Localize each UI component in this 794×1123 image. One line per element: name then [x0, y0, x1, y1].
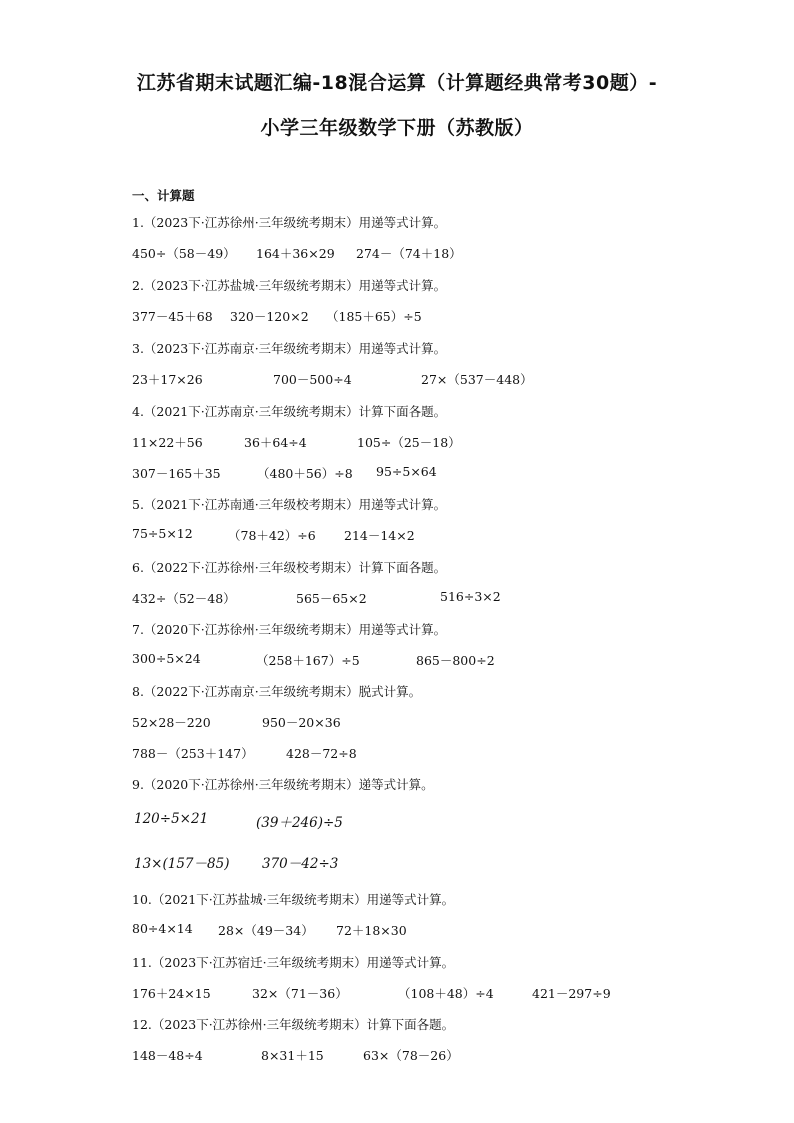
question-5-prompt: 5.（2021下·江苏南通·三年级校考期末）用递等式计算。: [132, 497, 447, 512]
expression: 148－48÷4: [132, 1048, 203, 1063]
question-1-prompt: 1.（2023下·江苏徐州·三年级统考期末）用递等式计算。: [132, 215, 447, 230]
expression: 788－（253＋147）: [132, 746, 254, 761]
expression: 865－800÷2: [416, 653, 495, 668]
expression: 52×28－220: [132, 715, 211, 730]
question-10-prompt: 10.（2021下·江苏盐城·三年级统考期末）用递等式计算。: [132, 892, 455, 907]
expression: 32×（71－36）: [252, 986, 348, 1001]
expression: 370－42÷3: [262, 856, 339, 872]
expression: 164＋36×29: [256, 246, 335, 261]
expression: 176＋24×15: [132, 986, 211, 1001]
expression: (39＋246)÷5: [256, 815, 343, 831]
document-title-line-1: 江苏省期末试题汇编-18混合运算（计算题经典常考30题）-: [136, 72, 658, 94]
expression: 320－120×2: [230, 309, 309, 324]
question-6-prompt: 6.（2022下·江苏徐州·三年级校考期末）计算下面各题。: [132, 560, 447, 575]
expression: 432÷（52－48）: [132, 591, 236, 606]
expression: 23＋17×26: [132, 372, 203, 387]
expression: 307－165＋35: [132, 466, 221, 481]
document-title-line-2: 小学三年级数学下册（苏教版）: [260, 117, 534, 139]
expression: 377－45＋68: [132, 309, 213, 324]
expression: 950－20×36: [262, 715, 341, 730]
expression: 80÷4×14: [132, 921, 193, 936]
question-8-prompt: 8.（2022下·江苏南京·三年级统考期末）脱式计算。: [132, 684, 422, 699]
expression: 300÷5×24: [132, 651, 201, 666]
expression: （108＋48）÷4: [398, 986, 494, 1001]
expression: 63×（78－26）: [363, 1048, 459, 1063]
question-2-prompt: 2.（2023下·江苏盐城·三年级统考期末）用递等式计算。: [132, 278, 447, 293]
expression: 13×(157－85): [134, 856, 230, 872]
expression: 120÷5×21: [134, 811, 209, 827]
expression: 421－297÷9: [532, 986, 611, 1001]
expression: （480＋56）÷8: [257, 466, 353, 481]
expression: 214－14×2: [344, 528, 415, 543]
question-4-prompt: 4.（2021下·江苏南京·三年级统考期末）计算下面各题。: [132, 404, 447, 419]
expression: 11×22＋56: [132, 435, 203, 450]
expression: 516÷3×2: [440, 589, 501, 604]
expression: （185＋65）÷5: [326, 309, 422, 324]
question-7-prompt: 7.（2020下·江苏徐州·三年级统考期末）用递等式计算。: [132, 622, 447, 637]
expression: 28×（49－34）: [218, 923, 314, 938]
expression: 700－500÷4: [273, 372, 352, 387]
expression: 274－（74＋18）: [356, 246, 462, 261]
expression: 36＋64÷4: [244, 435, 307, 450]
expression: （78＋42）÷6: [228, 528, 316, 543]
expression: 428－72÷8: [286, 746, 357, 761]
question-12-prompt: 12.（2023下·江苏徐州·三年级统考期末）计算下面各题。: [132, 1017, 455, 1032]
question-3-prompt: 3.（2023下·江苏南京·三年级统考期末）用递等式计算。: [132, 341, 447, 356]
expression: 105÷（25－18）: [357, 435, 461, 450]
expression: 8×31＋15: [261, 1048, 324, 1063]
expression: 75÷5×12: [132, 526, 193, 541]
expression: （258＋167）÷5: [256, 653, 360, 668]
question-9-prompt: 9.（2020下·江苏徐州·三年级统考期末）递等式计算。: [132, 777, 434, 792]
expression: 72＋18×30: [336, 923, 407, 938]
expression: 95÷5×64: [376, 464, 437, 479]
question-11-prompt: 11.（2023下·江苏宿迁·三年级统考期末）用递等式计算。: [132, 955, 455, 970]
expression: 450÷（58－49）: [132, 246, 236, 261]
expression: 27×（537－448）: [421, 372, 533, 387]
expression: 565－65×2: [296, 591, 367, 606]
section-heading: 一、计算题: [132, 188, 195, 203]
